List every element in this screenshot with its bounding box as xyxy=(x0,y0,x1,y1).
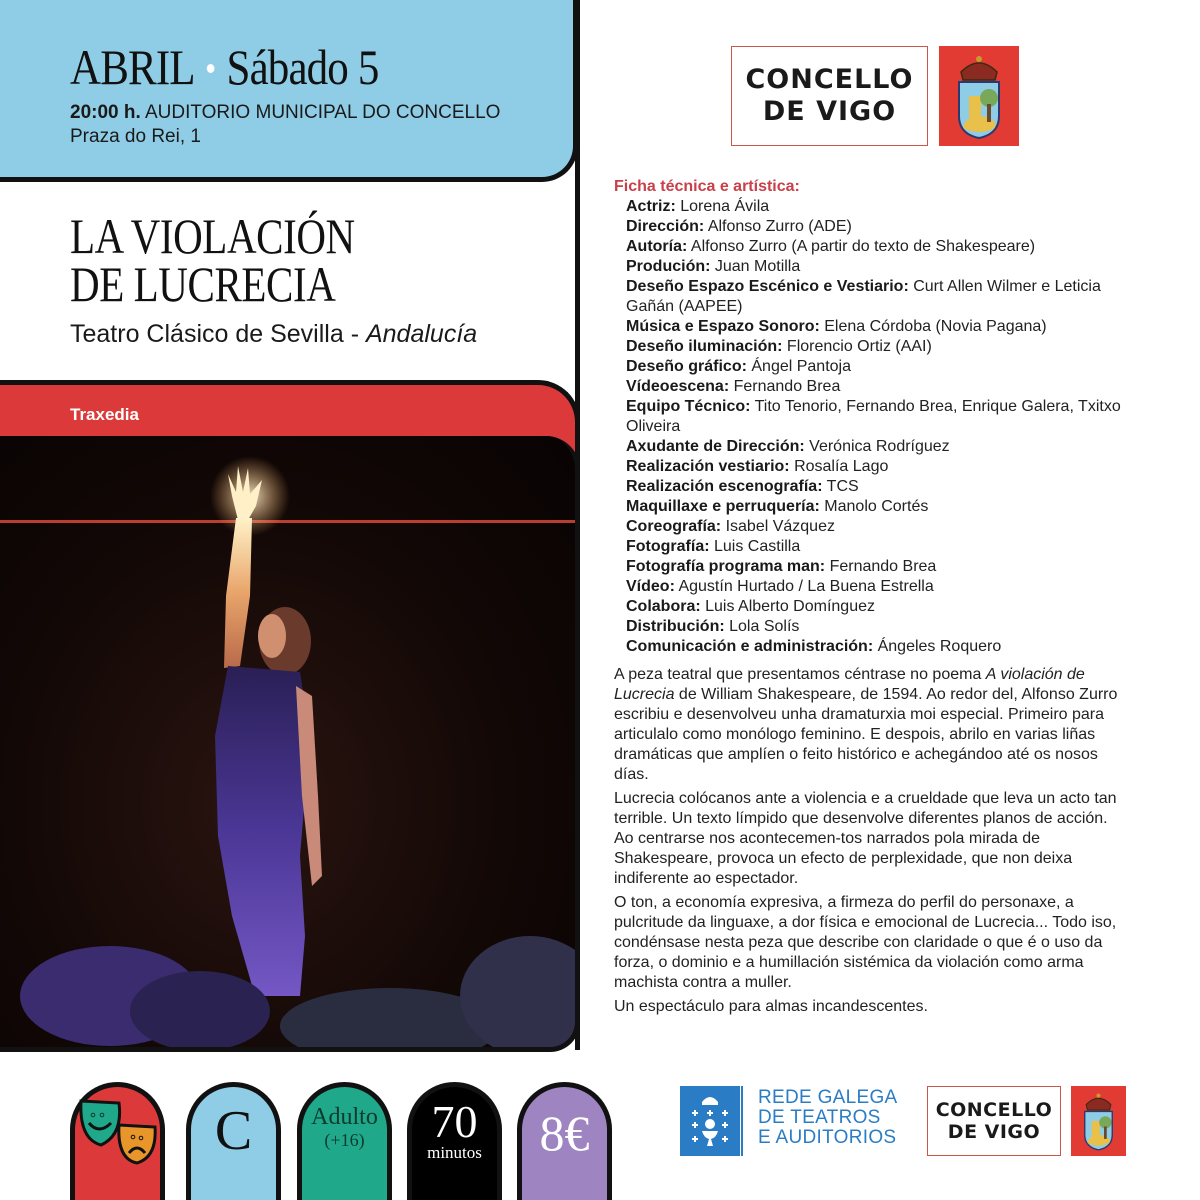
credit-name: Agustín Hurtado / La Buena Estrella xyxy=(674,578,934,595)
credit-item xyxy=(626,517,1134,537)
duration-badge xyxy=(407,1082,502,1200)
credit-name: TCS xyxy=(822,478,859,495)
time-venue xyxy=(70,102,500,124)
credit-role: Actriz: xyxy=(626,198,676,215)
credit-item xyxy=(626,437,1134,457)
credit-name: Curt Allen Wilmer e Leticia Gañán (AAPEE) xyxy=(626,278,1101,315)
credit-role: Realización vestiario: xyxy=(626,458,790,475)
credit-role: Comunicación e administración: xyxy=(626,638,874,655)
credit-name: Verónica Rodríguez xyxy=(804,438,950,455)
concello-de-vigo-logo xyxy=(731,46,1019,146)
poem-title: A violación de Lucrecia xyxy=(614,666,1085,703)
rede-line-3: E AUDITORIOS xyxy=(758,1127,897,1148)
genre-badge xyxy=(70,1082,165,1200)
credit-item xyxy=(626,497,1134,517)
credit-item xyxy=(626,557,1134,577)
event-time: 20:00 h. xyxy=(70,102,141,123)
credit-name: Ángel Pantoja xyxy=(746,358,851,375)
rede-galega-logo-text xyxy=(758,1088,898,1148)
credit-role: Distribución: xyxy=(626,618,725,635)
event-date xyxy=(70,38,378,96)
credit-name: Fernando Brea xyxy=(825,558,937,575)
rating-badge xyxy=(186,1082,281,1200)
show-title-line-2: DE LUCRECIA xyxy=(70,256,336,312)
credit-name: Lola Solís xyxy=(724,618,800,635)
date-header-card xyxy=(0,0,578,182)
credit-item xyxy=(626,457,1134,477)
credit-name: Alfonso Zurro (ADE) xyxy=(704,218,852,235)
credit-item xyxy=(626,477,1134,497)
rede-line-1: REDE GALEGA xyxy=(758,1087,898,1108)
show-title-line-1: LA VIOLACIÓN xyxy=(70,208,355,264)
credit-item xyxy=(626,597,1134,617)
description-paragraph-3: O ton, a economía expresiva, a firmeza do perfil do personaxe, a pulcritude da linguaxe, a dor física e emocional de Lucrecia... Todo iso, condénsase nesta peza que describe con claridade o que é o uso da forza, o dominio e a humillación sistémica da violación como arma machista contra a muller. xyxy=(614,894,1117,991)
credit-item xyxy=(626,617,1134,637)
technical-sheet-title: Ficha técnica e artística: xyxy=(614,178,800,195)
credit-name: Rosalía Lago xyxy=(789,458,889,475)
credit-role: Deseño gráfico: xyxy=(626,358,747,375)
credit-item xyxy=(626,357,1134,377)
theatre-masks-icon xyxy=(75,1091,160,1171)
duration-value: 70 xyxy=(431,1096,478,1147)
credit-role: Produción: xyxy=(626,258,711,275)
credit-name: Ángeles Roquero xyxy=(873,638,1002,655)
dancer-illustration xyxy=(0,436,580,1052)
credit-name: Alfonso Zurro (A partir do texto de Shakespeare) xyxy=(687,238,1036,255)
credit-item xyxy=(626,257,1134,277)
credit-item xyxy=(626,217,1134,237)
event-venue: AUDITORIO MUNICIPAL DO CONCELLO xyxy=(145,102,501,123)
concello-de-vigo-logo-footer xyxy=(927,1086,1126,1156)
concello-line-1: CONCELLO xyxy=(745,64,914,95)
vigo-crest-icon xyxy=(1071,1086,1126,1156)
credit-name: Juan Motilla xyxy=(710,258,801,275)
concello-logo-text xyxy=(927,1086,1061,1156)
concello-line-2: DE VIGO xyxy=(947,1121,1041,1143)
credit-item xyxy=(626,537,1134,557)
credit-name: Luis Castilla xyxy=(709,538,801,555)
credit-item xyxy=(626,577,1134,597)
credit-item xyxy=(626,637,1134,657)
credit-role: Autoría: xyxy=(626,238,688,255)
credit-name: Fernando Brea xyxy=(729,378,841,395)
event-address: Praza do Rei, 1 xyxy=(70,126,201,147)
age-limit: (+16) xyxy=(324,1130,365,1150)
vigo-crest-icon xyxy=(939,46,1019,146)
credit-item xyxy=(626,377,1134,397)
event-day: Sábado 5 xyxy=(226,39,379,95)
credit-role: Coreografía: xyxy=(626,518,722,535)
concello-line-2: DE VIGO xyxy=(762,96,897,127)
dot-separator xyxy=(207,64,215,73)
credit-role: Música e Espazo Sonoro: xyxy=(626,318,820,335)
credit-name: Florencio Ortiz (AAI) xyxy=(782,338,932,355)
technical-sheet xyxy=(614,177,1134,657)
credit-item xyxy=(626,317,1134,337)
credit-name: Tito Tenorio, Fernando Brea, Enrique Galera, Txitxo Oliveira xyxy=(626,398,1121,435)
credit-role: Colabora: xyxy=(626,598,701,615)
credits-list xyxy=(614,197,1134,657)
credit-name: Isabel Vázquez xyxy=(721,518,835,535)
desc-text: de William Shakespeare, de 1594. Ao redor del, Alfonso Zurro escribiu e desenvolveu unha dramaturxia moi especial. Primeiro para articulalo como monólogo feminino. E despois, abrilo en varias liñas dramáticas que amplíen o feito histórico e achegándoo até os nosos días. xyxy=(614,686,1118,783)
rede-line-2: DE TEATROS xyxy=(758,1107,881,1128)
credit-role: Deseño iluminación: xyxy=(626,338,783,355)
price-badge xyxy=(517,1082,612,1200)
credit-role: Dirección: xyxy=(626,218,705,235)
credit-role: Maquillaxe e perruquería: xyxy=(626,498,820,515)
description-paragraph-2: Lucrecia colócanos ante a violencia e a crueldade que leva un acto tan terrible. Un texto límpido que desenvolve diferentes planos de acción. Ao centrarse nos acontecemen-tos narrados pola mirada de Shakespeare, provoca un efecto de perplexidade, que non deixa indiferente ao espectador. xyxy=(614,790,1117,887)
credit-role: Equipo Técnico: xyxy=(626,398,751,415)
show-title xyxy=(70,208,417,312)
performance-photo xyxy=(0,436,580,1052)
credit-item xyxy=(626,397,1134,437)
concello-line-1: CONCELLO xyxy=(935,1099,1053,1121)
credit-name: Manolo Cortés xyxy=(819,498,929,515)
xunta-galicia-icon xyxy=(680,1086,740,1156)
age-label: Adulto xyxy=(311,1104,378,1130)
logo-divider xyxy=(741,1086,743,1156)
credit-role: Axudante de Dirección: xyxy=(626,438,805,455)
concello-logo-text xyxy=(731,46,928,146)
credit-item xyxy=(626,237,1134,257)
event-poster-left xyxy=(0,0,580,1052)
credit-role: Fotografía: xyxy=(626,538,710,555)
ticket-price: 8€ xyxy=(539,1105,590,1161)
age-badge xyxy=(297,1082,392,1200)
credit-name: Elena Córdoba (Novia Pagana) xyxy=(819,318,1047,335)
company-label: Teatro Clásico de Sevilla - xyxy=(70,320,366,348)
credit-role: Vídeo: xyxy=(626,578,675,595)
credit-item xyxy=(626,197,1134,217)
credit-role: Fotografía programa man: xyxy=(626,558,826,575)
credit-item xyxy=(626,277,1134,317)
credit-item xyxy=(626,337,1134,357)
company-name xyxy=(70,320,477,349)
description-paragraph-4: Un espectáculo para almas incandescentes. xyxy=(614,998,928,1015)
company-region: Andalucía xyxy=(365,320,478,348)
show-description xyxy=(614,665,1124,1021)
duration-unit: minutos xyxy=(427,1143,482,1162)
genre-label: Traxedia xyxy=(70,405,139,424)
credit-role: Deseño Espazo Escénico e Vestiario: xyxy=(626,278,909,295)
credit-role: Realización escenografía: xyxy=(626,478,823,495)
event-month: ABRIL xyxy=(70,39,195,95)
credit-name: Lorena Ávila xyxy=(675,198,770,215)
desc-text: A peza teatral que presentamos céntrase no poema xyxy=(614,666,986,683)
rating-letter: C xyxy=(214,1100,253,1162)
description-paragraph-1 xyxy=(614,665,1124,785)
credit-role: Vídeoescena: xyxy=(626,378,730,395)
credit-name: Luis Alberto Domínguez xyxy=(700,598,875,615)
